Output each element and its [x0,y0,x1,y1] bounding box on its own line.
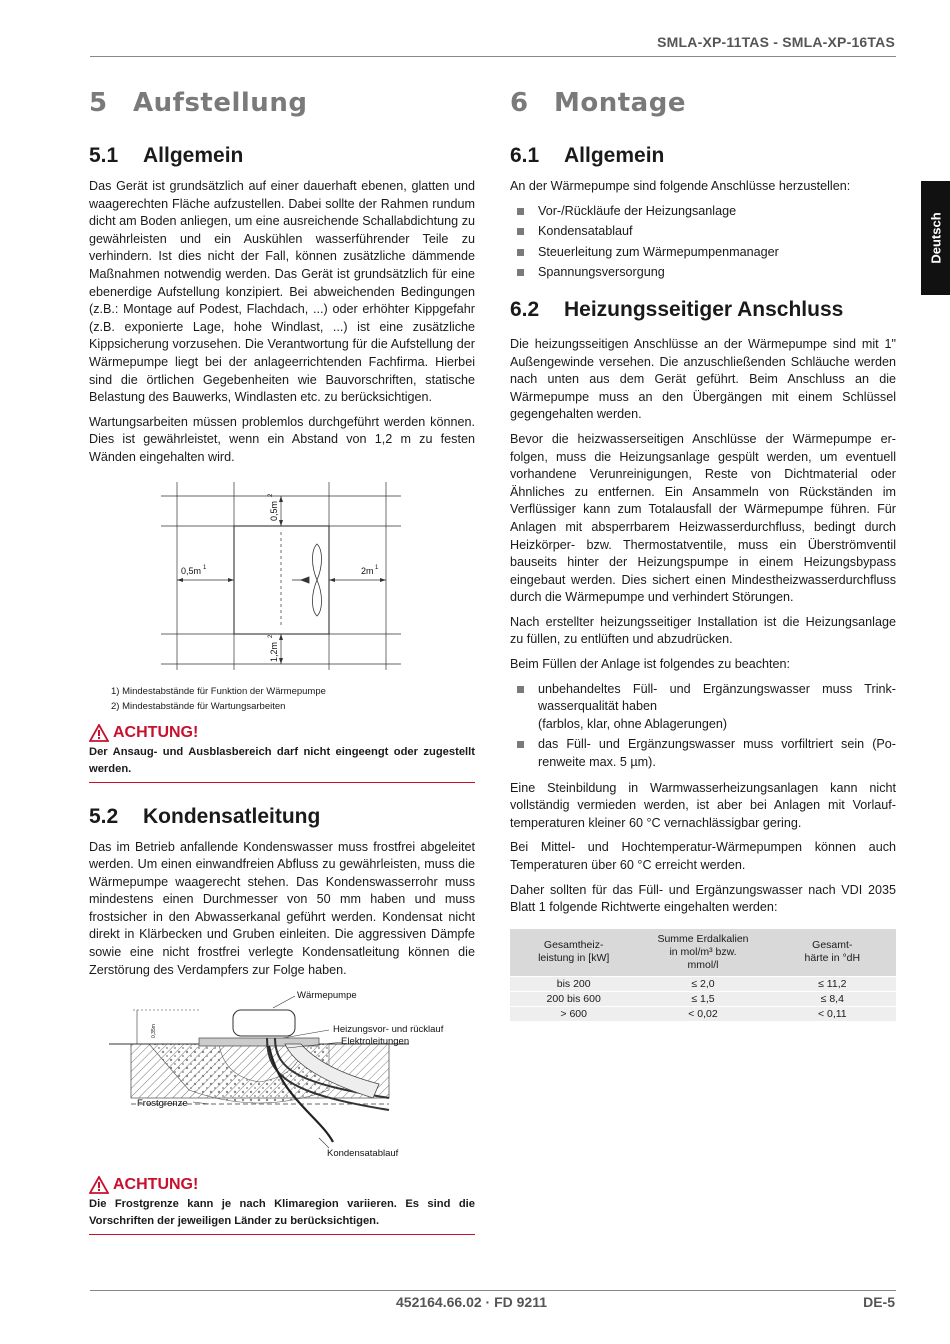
warning-triangle-icon [89,1176,109,1194]
footer-page-number: DE-5 [863,1294,895,1310]
warning-title-1: ACHTUNG! [113,723,199,741]
left-column [89,88,475,1257]
warning-triangle-icon [89,724,109,742]
dim-right-label: 2m [361,565,374,576]
list-item: Steuerleitung zum Wärmepumpenmanager [510,244,896,262]
svg-text:1: 1 [203,564,207,571]
clearance-note-1: 1) Mindestabstände für Funktion der Wärmepumpe [111,685,326,697]
clearance-note-2: 2) Mindestabstände für Wartungsarbeiten [111,700,286,712]
table-header: Gesamt- härte in °dH [769,929,896,977]
header-divider [90,56,896,57]
warning-box-2 [89,1176,475,1235]
dim-bottom-label: 1,2m [269,641,279,662]
section-6-2-paragraph-4: Beim Füllen der Anlage ist folgendes zu beachten: [510,657,791,672]
label-frostgrenze: Frostgrenze [137,1098,188,1110]
list-item: unbehandeltes Füll- und Ergänzungswasser muss Trinkwasserqualität haben (farblos, klar, ohne Ablagerungen) [510,681,896,734]
filling-rules-list [510,681,896,772]
chapter-6-heading: 6 Montage [510,88,686,118]
table-row: bis 200 ≤ 2,0 ≤ 11,2 [510,976,896,991]
section-6-2-paragraph-2: Bevor die heizwasserseitigen Anschlüsse der Wärmepumpe erfolgen, muss die Heizungsanlage gespült werden, um eventuell vorhandene Verunreinigungen, Reste von Dichtmaterial oder Ähnliches zu entfernen. Ein Ansammeln von Rückständen im Verflüssiger kann zum Totalausfall der Wärmepumpe führen. Für Anlagen mit absperrbarem Heizwasserdurchfluss, bedingt durch Heizkörper- bzw. Thermostatventile, muss ein Überströmventil bauseits hinter der Heizungspumpe in einem Heizungsbypass eingebaut werden. Dies sichert einen Mindestheizwasserdurchfluss durch die Wärmepumpe und verhindert Störungen. [510,431,896,605]
connection-list [510,203,896,282]
list-item: Vor-/Rückläufe der Heizungsanlage [510,203,896,221]
warning-title-2: ACHTUNG! [113,1176,199,1194]
table-row: 200 bis 600 ≤ 1,5 ≤ 8,4 [510,991,896,1006]
section-6-2-paragraph-7: Daher sollten für das Füll- und Ergänzungswasser nach VDI 2035 Blatt 1 folgende Richtwerte eingehalten werden: [510,882,896,915]
section-6-2-paragraph-1: Die heizungsseitigen Anschlüsse an der Wärmepumpe sind mit 1" Außengewinde versehen. Die anzuschließenden Schläuche werden nach unten aus dem Gerät geführt. Beim Anschluss an die Wärmepumpe muss an den Übergängen mit einem Schlüssel gegengehalten werden. [510,336,896,422]
section-6-1-heading: 6.1 Allgemein [510,144,665,167]
list-item: das Füll- und Ergänzungswasser muss vorfiltriert sein (Porenweite max. 5 µm). [510,736,896,771]
section-5-1-paragraph-2: Wartungsarbeiten müssen problemlos durchgeführt werden können. Dies ist gewährleistet, wenn ein Abstand von 1,2 m zu festen Wänden eingehalten wird. [89,414,475,464]
section-5-1-paragraph-1: Das Gerät ist grundsätzlich auf einer dauerhaft ebenen, glatten und waagerechten Fläche aufzustellen. Dabei sollte der Rahmen rundum dicht am Boden anliegen, um eine ausreichende Schallabdichtung zu gewährleisten und ein Auskühlen wasserführender Teile zu verhindern. Ist dies nicht der Fall, können zusätzliche dämmende Maßnahmen notwendig werden. Das Gerät ist grundsätzlich für eine ebenerdige Aufstellung konzipiert. Bei abweichenden Bedingungen (z.B.: Montage auf Podest, Flachdach, ...) oder erhöhter Kippgefahr (z.B. exponierte Lage, hohe Windlast, ...) ist eine zusätzliche Kippsicherung vorzusehen. Die Verantwortung für die Aufstellung der Wärmepumpe liegt bei der anlageerrichtenden Fachfirma. Hierbei sind die örtlichen Gegebenheiten wie Bauvorschriften, statische Belastung des Bauwerks, Windlasten etc. zu berücksichtigen. [89,179,475,405]
footer-doc-number: 452164.66.02 · FD 9211 [396,1294,548,1310]
label-waermepumpe: Wärmepumpe [297,990,357,1002]
section-6-2-paragraph-5: Eine Steinbildung in Warmwasserheizungsanlagen kann nicht vollständig vermieden werden, ist aber bei Anlagen mit Vorlauftemperaturen kleiner 60 °C vernachlässigbar gering. [510,780,896,830]
water-quality-table [510,929,896,1022]
section-6-2-paragraph-6: Bei Mittel- und Hochtemperatur-Wärmepumpen können auch Temperaturen über 60 °C erreicht werden. [510,840,896,872]
list-item: Kondensatablauf [510,223,896,241]
condensate-diagram [89,986,475,1168]
clearance-diagram-svg [89,474,475,686]
chapter-5-heading: 5 Aufstellung [89,88,308,118]
footer-divider [90,1290,896,1291]
language-tab-label: Deutsch [928,212,943,264]
label-heizung: Heizungsvor- und rücklauf [333,1024,444,1036]
section-6-2-paragraph-3: Nach erstellter heizungsseitiger Installation ist die Heizungsanlage zu füllen, zu entlüften und abzudrücken. [510,614,896,647]
warning-box-1 [89,724,475,783]
header-model: SMLA-XP-11TAS - SMLA-XP-16TAS [657,34,895,50]
right-column [510,88,896,1022]
svg-text:2: 2 [268,634,274,638]
section-6-1-intro: An der Wärmepumpe sind folgende Anschlüsse herzustellen: [510,179,851,193]
section-5-1-heading: 5.1 Allgemein [89,144,244,167]
list-item: Spannungsversorgung [510,264,896,282]
table-header: Gesamtheiz- leistung in [kW] [510,929,637,977]
table-header: Summe Erdalkalien in mol/m³ bzw. mmol/l [637,929,768,977]
section-6-2-heading: 6.2 Heizungsseitiger Anschluss [510,297,844,321]
clearance-diagram [89,474,475,686]
warning-text-2: Die Frostgrenze kann je nach Klimaregion variieren. Es sind die Vorschriften der jeweiligen Länder zu berücksichtigen. [89,1196,475,1235]
svg-text:1: 1 [375,564,379,571]
label-kondensat: Kondensatablauf [327,1148,399,1160]
language-tab[interactable] [921,181,950,295]
dim-top-label: 0,5m [269,500,279,521]
warning-text-1: Der Ansaug- und Ausblasbereich darf nicht eingeengt oder zugestellt werden. [89,744,475,783]
label-dim-035: 0,35m [151,1024,157,1039]
section-5-2-heading: 5.2 Kondensatleitung [89,804,321,828]
condensate-diagram-svg [89,986,475,1168]
table-row: > 600 < 0,02 < 0,11 [510,1006,896,1021]
section-5-2-paragraph: Das im Betrieb anfallende Kondenswasser muss frostfrei abgeleitet werden. Um einen einwandfreien Abfluss zu gewährleisten, muss die Wärmepumpe waagerecht stehen. Das Kondenswasserrohr muss mindestens einen Durchmesser von 50 mm haben und muss frostsicher in den Abwasserkanal geführt werden. Kondensat nicht direkt in Klärbecken und Gruben einleiten. Die aggressiven Dämpfe sowie eine nicht frostfrei verlegte Kondensatleitung können die Zerstörung des Verdampfers zur Folge haben. [89,839,475,977]
label-elektro: Elektroleitungen [341,1036,410,1048]
dim-left-label: 0,5m [181,565,202,576]
svg-text:2: 2 [268,493,274,497]
